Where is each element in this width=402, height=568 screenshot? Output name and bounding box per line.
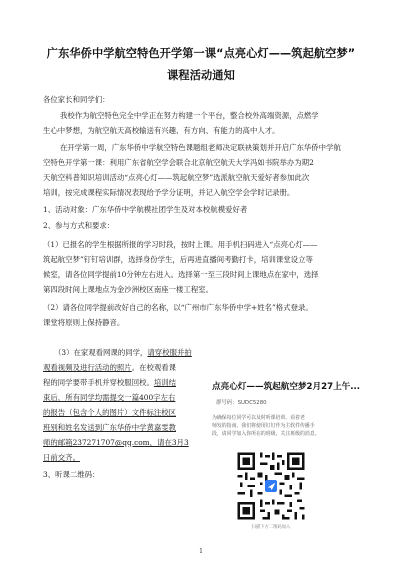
req-3-line-1 [54,346,202,360]
req-3-line-3-a: 程的同学要带手机并穿校服回校。 [43,378,154,387]
document-title-line1: 广东华侨中学航空特色开学第一课“点亮心灯——筑起航空梦” [46,47,356,60]
req-3-line-3-b: 培训结 [153,378,177,387]
item-3-qr-heading: 3、听课二维码： [43,470,100,479]
page-number: 1 [199,548,203,555]
req-3-line-3 [43,376,191,390]
intro-line-3: 在开学第一周，广东华侨中学航空特色课题组老师决定联袂策划并开启广东华侨中学航 [60,143,341,152]
req-3-line-2 [43,361,191,375]
card-desc-line-1: 为确保每位同学可以及时听课培训、看着老 [212,415,305,421]
req-3-line-1-a: （3）在家观看网课的同学， [54,348,148,357]
item-2-heading: 2、参与方式和要求： [43,221,115,230]
req-2-line-2: 课堂将原则上保持静音。 [43,318,125,327]
req-3-line-6: 班别和姓名发送到广东华侨中学黄嘉雯教 [43,423,177,432]
req-1-line-1: （1）已报名的学生根据所报的学习时段，按时上课。用手机扫码进入“点亮心灯—— [43,240,318,249]
req-1-line-3: 候室，请各位同学提前10分钟左右进入。选择第一至三段时间上课地点在家中，选择 [43,270,319,279]
req-3-line-1-b: 请穿校服并拍 [147,348,192,357]
qr-invite-card [202,370,362,542]
intro-line-4: 空特色开学第一课：利用广东省航空学会联合北京航空航天大学冯如书院举办为期2 [43,158,314,167]
intro-line-6: 培训，按完成课程实际情况表现给予学分证明，并记入航空学会学时记录册。 [43,188,295,197]
intro-line-2: 生心中梦想，为航空航天高校输送有兴趣、有方向、有能力的高中人才。 [43,126,280,135]
greeting: 各位家长和同学们： [43,95,110,104]
req-3-line-2-b: 。在校观看课 [131,363,177,372]
item-1-audience: 1、活动对象：广东华侨中学航模社团学生及对本校航模爱好者 [43,205,248,214]
card-desc-line-3: 段，请同学加入你所在的班级，关注班级的消息。 [212,431,320,437]
req-3-line-5: 的报告（包含个人的图片）文件标注校区 [43,408,177,417]
intro-line-5: 天航空科普知识培训活动“点亮心灯——筑起航空梦”选派航空航天爱好者参加此次 [43,173,310,182]
req-3-line-2-a: 观看视频及进行活动的照片 [43,363,132,372]
req-1-line-2: 筑起航空梦”钉钉培训群，选择身份学生，后再进直播间考勤打卡，培训课堂设立等 [43,255,313,264]
card-group-code: 群号码：SUDC5280 [216,400,267,406]
req-3-line-7: 师的邮箱237271707@qq.com，请在3月3 [43,438,189,447]
qr-caption: 扫描下方二维码加入 [251,525,291,530]
req-3-line-4: 束后，所有同学均需提交一篇400字左右 [43,393,176,402]
card-desc-line-2: 师发的指南、我们将使用钉钉作为主软件传播手 [212,423,315,429]
card-title: 点亮心灯——筑起航空梦2月27上午... [212,382,361,392]
req-3-line-8: 日前交齐。 [43,453,80,462]
req-2-line-1: （2）请各位同学提前改好自己的名称，以“广州市广东华侨中学+姓名”格式登录。 [43,303,313,312]
document-title-line2: 课程活动通知 [167,69,235,82]
card-description [212,414,352,438]
intro-line-1: 我校作为航空特色完全中学正在努力构建一个平台，整合校外高端资源，点燃学 [60,111,319,120]
req-1-line-4: 第四段时间上课地点为金沙洲校区南座一楼工程室。 [43,285,213,294]
qr-code-image[interactable] [235,450,307,522]
